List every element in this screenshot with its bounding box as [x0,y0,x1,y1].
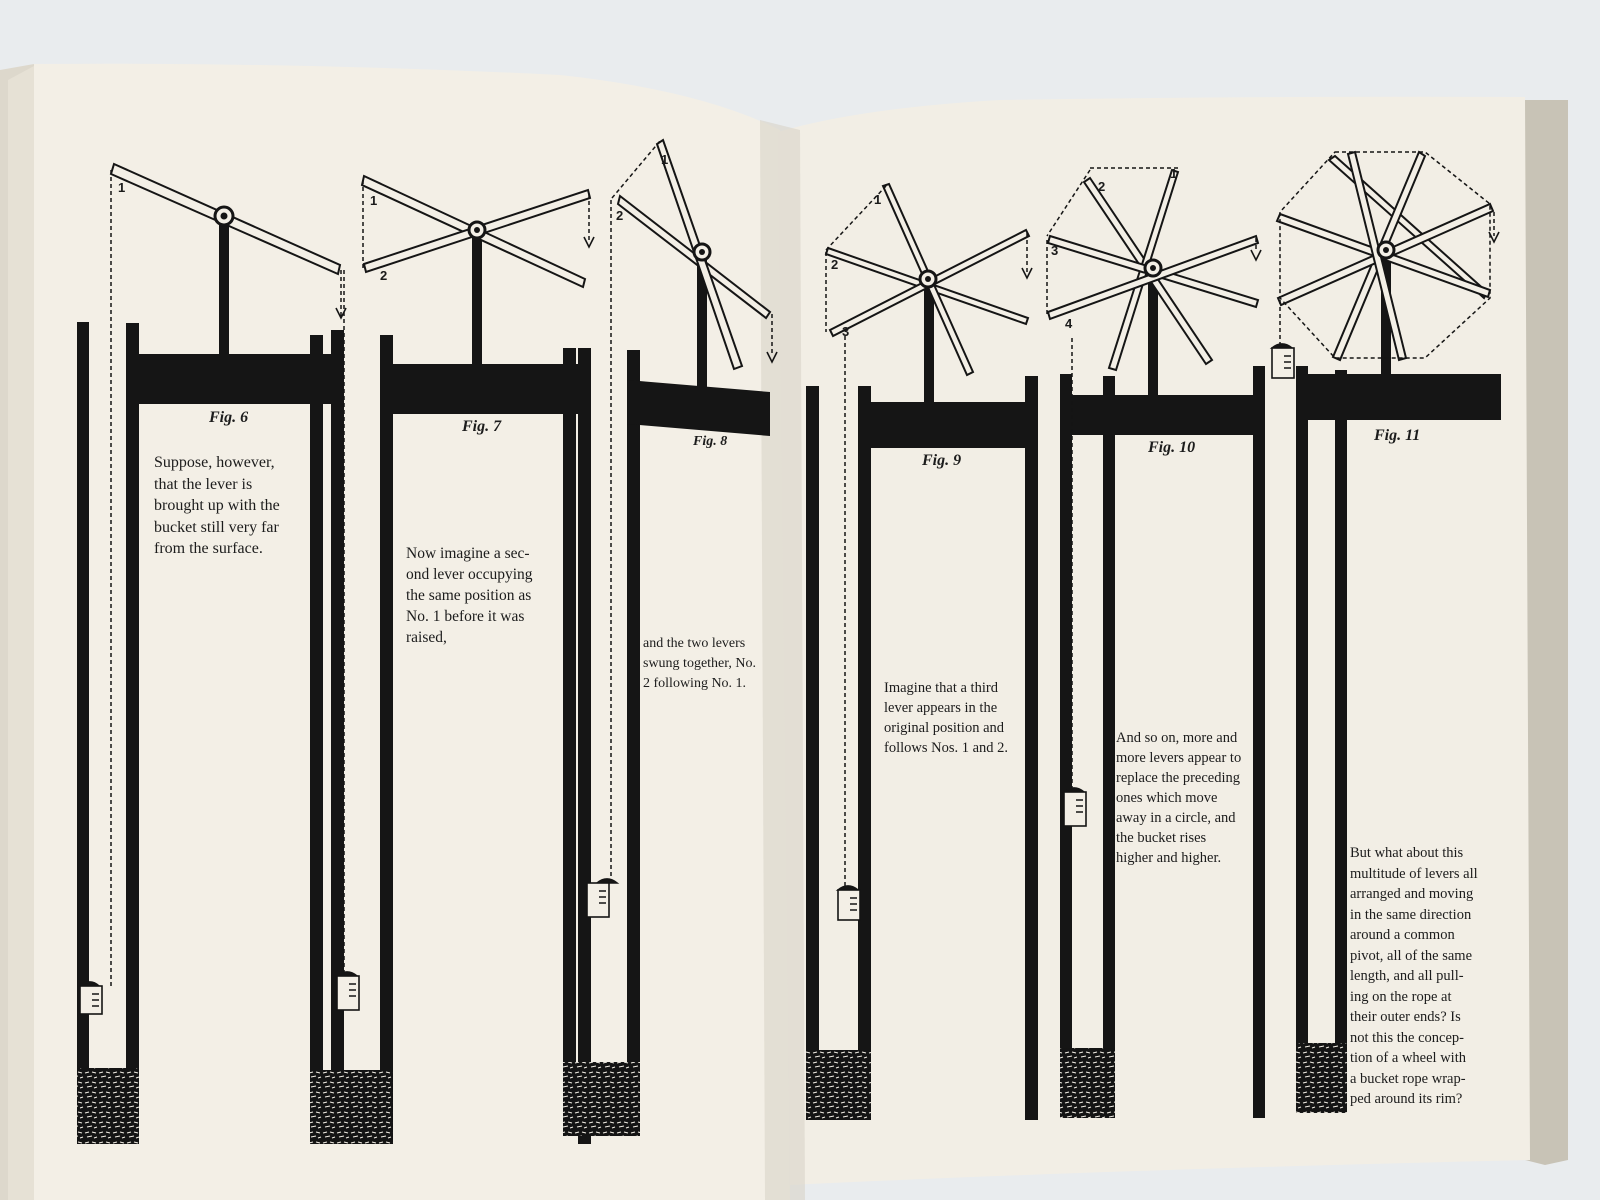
text-line: their outer ends? Is [1350,1009,1461,1025]
text-line: bucket still very far [154,518,279,536]
text-line: ped around its rim? [1350,1091,1463,1107]
text-line: the bucket rises [1116,830,1207,846]
lever-number-label: 2 [831,257,839,272]
fig8-text [643,634,765,694]
bucket [337,972,359,1010]
text-line: that the lever is [154,475,253,493]
lever-number-label: 1 [1170,166,1178,181]
text-line: Suppose, however, [154,454,275,471]
text-line: No. 1 before it was [406,608,525,625]
text-line: swung together, No. [643,656,756,671]
bucket [80,982,102,1014]
text-line: follows Nos. 1 and 2. [884,740,1009,756]
text-line: But what about this [1350,845,1464,861]
lever-number-label: 3 [1051,243,1059,258]
lever-number-label: 2 [380,268,388,283]
text-line: ing on the rope at [1350,988,1452,1005]
lever-number-label: 4 [1065,316,1073,331]
text-line: brought up with the [154,497,280,514]
text-line: around a common [1350,927,1455,943]
text-line: And so on, more and [1116,730,1238,746]
text-line: original position and [884,720,1005,736]
figure-caption: Fig. 8 [693,434,728,449]
text-line: the same position as [406,587,532,604]
text-line: from the surface. [154,540,263,557]
lever-number-label: 1 [874,192,882,207]
figure-caption: Fig. 10 [1148,439,1196,456]
lever-number-label: 1 [370,193,378,208]
lever-number-label: 1 [661,152,669,167]
text-line: ones which move [1116,790,1218,806]
text-line: lever appears in the [884,700,998,716]
fig10-text [1116,728,1264,868]
fig7-text [406,543,562,648]
bucket [1064,788,1086,826]
figure-caption: Fig. 6 [209,409,249,426]
text-line: length, and all pull- [1350,968,1464,984]
lever-number-label: 1 [118,180,126,195]
text-line: and the two levers [643,636,746,651]
bucket [1272,344,1294,378]
fig6-text [154,452,316,560]
text-line: pivot, all of the same [1350,947,1473,964]
text-line: away in a circle, and [1116,810,1236,826]
text-line: 2 following No. 1. [643,676,747,691]
figure-caption: Fig. 7 [462,418,502,435]
fig9-text [884,678,1029,758]
text-line: multitude of levers all [1350,865,1478,882]
bucket [838,886,860,920]
text-line: a bucket rope wrap- [1350,1070,1466,1087]
text-line: arranged and moving [1350,886,1474,902]
text-line: higher and higher. [1116,850,1222,866]
text-line: Now imagine a sec- [406,545,530,562]
text-line: replace the preceding [1116,770,1240,786]
text-line: not this the concep- [1350,1029,1464,1046]
text-line: more levers appear to [1116,750,1242,766]
fig11-text [1350,843,1512,1110]
text-line: raised, [406,629,447,646]
lever-number-label: 3 [842,324,850,339]
lever-number-label: 2 [1098,179,1106,194]
text-line: in the same direction [1350,906,1472,923]
text-line: ond lever occupying [406,566,533,583]
text-line: tion of a wheel with [1350,1050,1466,1066]
figure-caption: Fig. 9 [922,452,962,469]
lever-number-label: 2 [616,208,624,223]
text-line: Imagine that a third [884,680,998,696]
figure-caption: Fig. 11 [1374,427,1421,444]
